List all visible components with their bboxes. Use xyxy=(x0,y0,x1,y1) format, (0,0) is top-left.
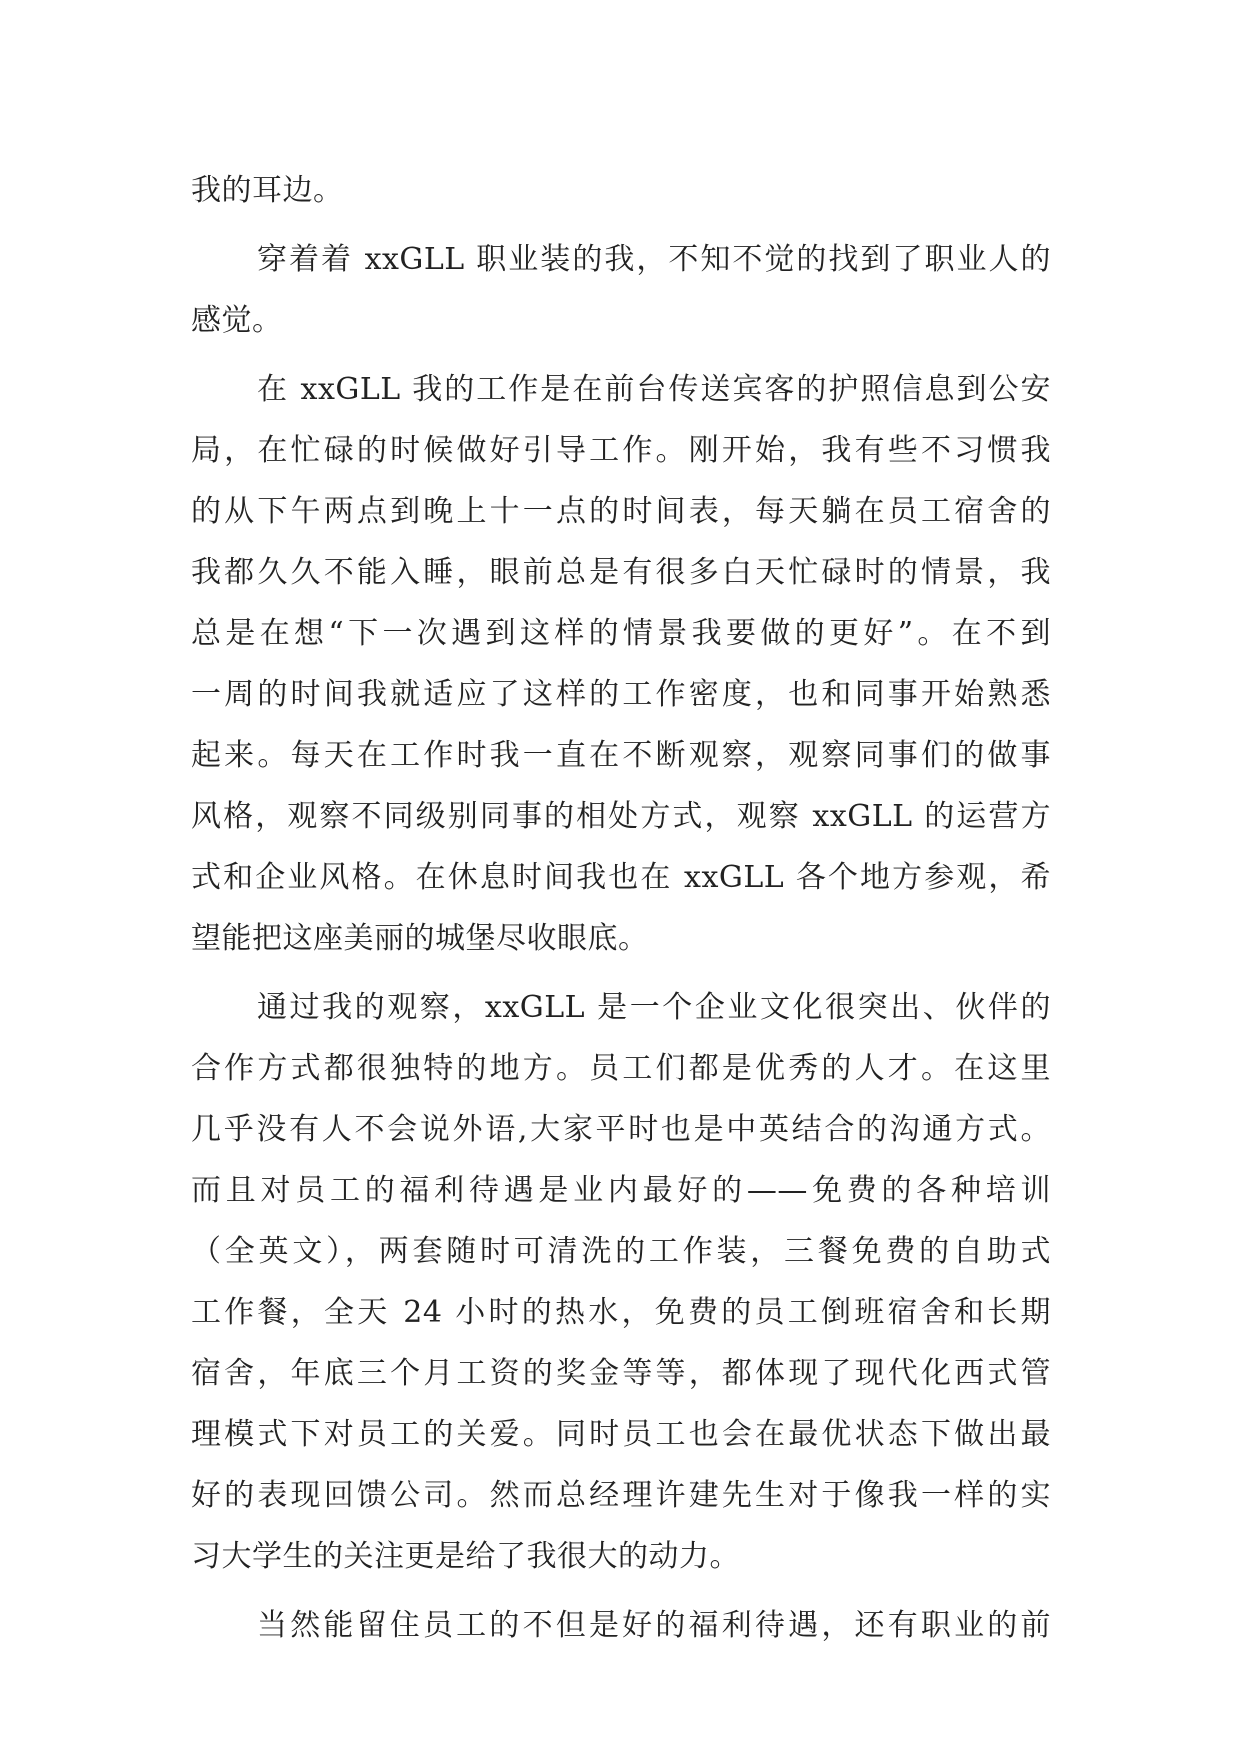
text-line: 的从下午两点到晚上十一点的时间表，每天躺在员工宿舍的 xyxy=(191,494,1051,529)
paragraph xyxy=(191,229,1051,351)
text-line: 起来。每天在工作时我一直在不断观察，观察同事们的做事 xyxy=(191,738,1051,773)
paragraph xyxy=(191,1595,1051,1656)
paragraph-gap xyxy=(191,969,1051,977)
text-line: 总是在想“下一次遇到这样的情景我要做的更好”。在不到 xyxy=(191,616,1051,651)
paragraph xyxy=(191,160,1051,221)
text-line: 几乎没有人不会说外语,大家平时也是中英结合的沟通方式。 xyxy=(191,1112,1051,1147)
text-line: 风格，观察不同级别同事的相处方式，观察 xxGLL 的运营方 xyxy=(191,799,1051,834)
paragraph-gap xyxy=(191,1587,1051,1595)
text-line: 在 xxGLL 我的工作是在前台传送宾客的护照信息到公安 xyxy=(257,372,1051,407)
text-line: 习大学生的关注更是给了我很大的动力。 xyxy=(191,1539,740,1574)
paragraph-gap xyxy=(191,221,1051,229)
text-line: 理模式下对员工的关爱。同时员工也会在最优状态下做出最 xyxy=(191,1417,1051,1452)
text-line: 局，在忙碌的时候做好引导工作。刚开始，我有些不习惯我 xyxy=(191,433,1051,468)
text-line: （全英文），两套随时可清洗的工作装，三餐免费的自助式 xyxy=(191,1234,1051,1269)
paragraph xyxy=(191,359,1051,969)
text-line: 我都久久不能入睡，眼前总是有很多白天忙碌时的情景，我 xyxy=(191,555,1051,590)
text-line: 一周的时间我就适应了这样的工作密度，也和同事开始熟悉 xyxy=(191,677,1051,712)
text-line: 而且对员工的福利待遇是业内最好的——免费的各种培训 xyxy=(191,1173,1051,1208)
text-line: 穿着着 xxGLL 职业装的我，不知不觉的找到了职业人的 xyxy=(257,242,1051,277)
text-line: 当然能留住员工的不但是好的福利待遇，还有职业的前 xyxy=(257,1608,1051,1643)
text-line: 望能把这座美丽的城堡尽收眼底。 xyxy=(191,921,649,956)
paragraph xyxy=(191,977,1051,1587)
text-line: 感觉。 xyxy=(191,303,283,338)
text-line: 合作方式都很独特的地方。员工们都是优秀的人才。在这里 xyxy=(191,1051,1051,1086)
paragraph-gap xyxy=(191,351,1051,359)
text-line: 宿舍，年底三个月工资的奖金等等，都体现了现代化西式管 xyxy=(191,1356,1051,1391)
document-body xyxy=(191,160,1051,1656)
text-line: 式和企业风格。在休息时间我也在 xxGLL 各个地方参观，希 xyxy=(191,860,1051,895)
text-line: 工作餐，全天 24 小时的热水，免费的员工倒班宿舍和长期 xyxy=(191,1295,1051,1330)
text-line: 通过我的观察，xxGLL 是一个企业文化很突出、伙伴的 xyxy=(257,990,1051,1025)
text-line: 我的耳边。 xyxy=(191,173,344,208)
text-line: 好的表现回馈公司。然而总经理许建先生对于像我一样的实 xyxy=(191,1478,1051,1513)
